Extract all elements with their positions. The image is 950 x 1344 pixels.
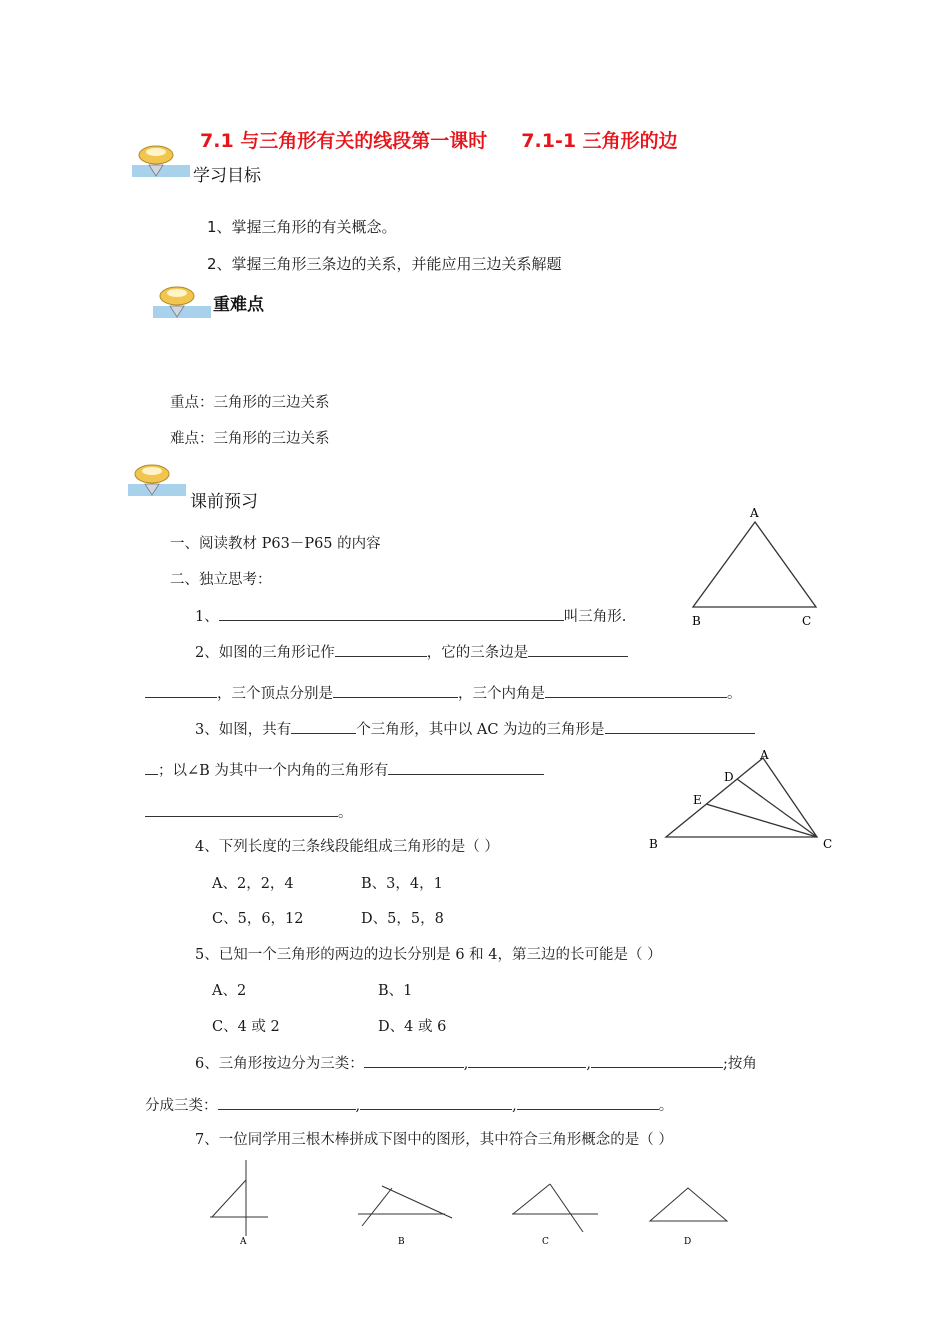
q1-tail: 叫三角形. [563, 609, 627, 625]
q2-blank-sides-1[interactable] [528, 641, 628, 657]
q6-text-c: 分成三类： [145, 1098, 218, 1114]
tri2-label-d: D [724, 770, 734, 784]
q6-text-b: ;按角 [722, 1056, 757, 1072]
q3-blank-ac-2[interactable] [145, 759, 158, 775]
q6-text-a: 6、三角形按边分为三类： [195, 1056, 364, 1072]
section-heading-goals: 学习目标 [193, 166, 261, 186]
q2-blank-sides-2[interactable] [145, 682, 217, 698]
q2-blank-notation[interactable] [335, 641, 427, 657]
q2-text-a: 2、如图的三角形记作 [195, 645, 335, 661]
q4-option-a[interactable]: A、2，2，4 [212, 876, 294, 892]
page-title [200, 126, 678, 153]
focus-point: 重点：三角形的三边关系 [170, 395, 330, 411]
tri2-label-a: A [760, 748, 769, 762]
think-heading: 二、独立思考： [170, 572, 272, 588]
q2-text-c: ，三个顶点分别是 [217, 686, 333, 702]
section-heading-preview: 课前预习 [190, 492, 258, 512]
question-5-stem: 5、已知一个三角形的两边的边长分别是 6 和 4，第三边的长可能是（ ） [195, 947, 662, 963]
q3-blank-angleb-2[interactable] [145, 801, 338, 817]
tri2-label-e: E [693, 793, 702, 807]
question-2-line2 [145, 682, 742, 703]
q3-blank-count[interactable] [291, 718, 356, 734]
read-instruction: 一、阅读教材 P63－P65 的内容 [170, 536, 381, 552]
question-2-line1 [195, 641, 628, 662]
q2-text-e: 。 [727, 686, 742, 702]
tri1-label-c: C [802, 614, 812, 628]
question-3-line3 [145, 801, 353, 822]
tri2-label-c: C [823, 837, 833, 851]
goal-item-2: 2、掌握三角形三条边的关系，并能应用三边关系解题 [207, 255, 562, 273]
q2-text-b: ，它的三条边是 [426, 645, 529, 661]
question-3-line1 [195, 718, 755, 739]
q3-text-d: 。 [338, 805, 353, 821]
q1-number: 1、 [195, 609, 219, 625]
section-badge-icon [128, 462, 188, 498]
tri1-label-b: B [692, 614, 701, 628]
q4-option-b[interactable]: B、3，4，1 [361, 876, 443, 892]
question-6-line1: 6、三角形按边分为三类： , , ;按角 [195, 1052, 757, 1073]
q5-option-b[interactable]: B、1 [378, 983, 413, 999]
q3-text-c: ；以∠B 为其中一个内角的三角形有 [158, 763, 389, 779]
title-part1: 7.1 与三角形有关的线段第一课时 [200, 130, 488, 152]
q5-option-a[interactable]: A、2 [212, 983, 247, 999]
question-7-stem: 7、一位同学用三根木棒拼成下图中的图形，其中符合三角形概念的是（ ） [195, 1132, 673, 1148]
q6-blank-angle-2[interactable] [360, 1094, 512, 1110]
q5-option-d[interactable]: D、4 或 6 [378, 1019, 447, 1035]
triangle-abc-figure [685, 500, 830, 635]
question-3-line2 [145, 759, 544, 780]
q7-label-a: A [240, 1237, 247, 1247]
q7-options-figure [200, 1160, 740, 1250]
question-6-line2: 分成三类： , , 。 [145, 1094, 673, 1115]
section-heading-keypoints: 重难点 [213, 295, 264, 315]
q2-text-d: ，三个内角是 [458, 686, 545, 702]
q6-blank-side-3[interactable] [591, 1052, 723, 1068]
q6-blank-angle-3[interactable] [517, 1094, 659, 1110]
goal-item-1: 1、掌握三角形的有关概念。 [207, 218, 397, 236]
q7-label-b: B [398, 1237, 405, 1247]
q7-label-c: C [542, 1237, 549, 1247]
title-part2: 7.1-1 三角形的边 [521, 130, 678, 152]
q3-text-a: 3、如图，共有 [195, 722, 292, 738]
tri1-label-a: A [750, 506, 759, 520]
q5-option-c[interactable]: C、4 或 2 [212, 1019, 280, 1035]
q6-blank-side-2[interactable] [468, 1052, 586, 1068]
section-badge-icon [153, 284, 213, 320]
question-1 [195, 605, 626, 626]
difficulty-point: 难点：三角形的三边关系 [170, 431, 330, 447]
q2-blank-vertices[interactable] [333, 682, 458, 698]
q3-blank-ac-1[interactable] [605, 718, 755, 734]
q4-option-c[interactable]: C、5，6，12 [212, 911, 304, 927]
q6-blank-angle-1[interactable] [218, 1094, 356, 1110]
q3-blank-angleb-1[interactable] [388, 759, 544, 775]
triangle-abc-de-figure [640, 742, 840, 857]
q2-blank-angles[interactable] [545, 682, 727, 698]
q7-label-d: D [684, 1237, 692, 1247]
q6-text-d: 。 [658, 1098, 674, 1114]
q3-text-b: 个三角形，其中以 AC 为边的三角形是 [356, 722, 605, 738]
tri2-label-b: B [649, 837, 658, 851]
q6-blank-side-1[interactable] [364, 1052, 464, 1068]
q1-blank[interactable] [219, 605, 564, 621]
q4-option-d[interactable]: D、5，5，8 [361, 911, 444, 927]
section-badge-icon [132, 143, 192, 179]
question-4-stem: 4、下列长度的三条线段能组成三角形的是（ ） [195, 839, 499, 855]
